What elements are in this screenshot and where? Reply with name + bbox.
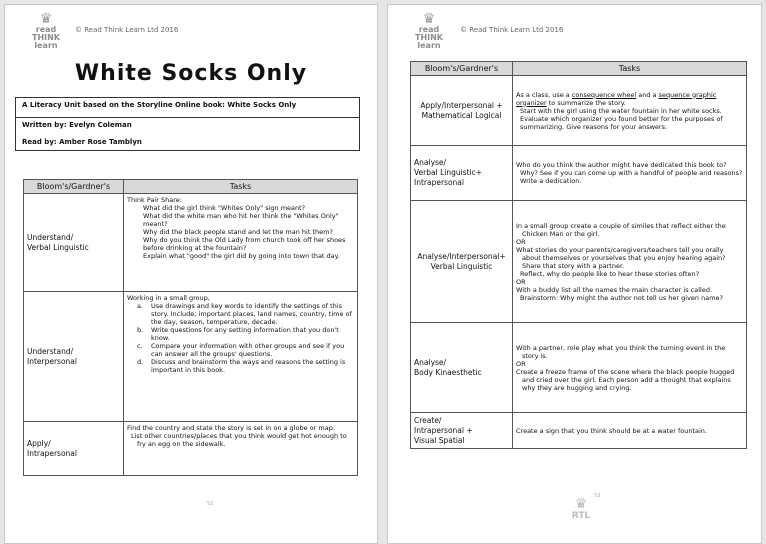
category-line: Analyse/ <box>414 158 447 167</box>
tasks-table <box>410 61 747 449</box>
category-cell <box>24 194 124 292</box>
task-line: Find the country and state the story is set in on a globe or map. <box>127 424 335 432</box>
or-label: OR <box>516 359 526 368</box>
task-line: What stories do your parents/caregivers/teachers tell you orally about themselves or yourselves that you enjoy hearing again? Share that story with a partner. <box>516 245 726 270</box>
category-cell <box>411 413 513 449</box>
task-line: Why did the black people stand and let the man hit them? <box>143 228 333 236</box>
list-marker: d. <box>137 358 144 366</box>
table-row <box>24 422 358 476</box>
task-line: Write a dedication. <box>520 177 582 185</box>
task-line: With a partner, role play what you think the turning event in the story is. <box>516 343 726 360</box>
list-text: Write questions for any setting information that you don't know. <box>151 326 339 342</box>
category-line: Intrapersonal <box>414 178 464 187</box>
task-line: Why do you think the Old Lady from church took off her shoes before drinking at the fountain? <box>143 236 346 252</box>
logo-text: read THINK learn <box>31 25 61 50</box>
task-text: As a class, use a <box>516 90 572 99</box>
table-row <box>411 323 747 413</box>
category-line: Intrapersonal + <box>414 425 473 435</box>
table-row <box>411 201 747 323</box>
category-line: Intrapersonal <box>27 448 77 458</box>
or-label: OR <box>516 237 526 246</box>
table-row <box>24 292 358 422</box>
copyright-text: © Read Think Learn Ltd 2016 <box>75 26 179 34</box>
task-cell <box>124 194 358 292</box>
list-text: Compare your information with other groups and see if you can answer all the groups' questions. <box>151 342 345 358</box>
read-think-learn-logo <box>414 12 444 58</box>
task-text: and a <box>636 90 659 99</box>
table-row <box>411 413 747 449</box>
task-line: What did the girl think "Whites Only" sign meant? <box>143 204 306 212</box>
task-line: Start with the girl using the water fountain in her white socks. <box>520 106 722 115</box>
category-line: Verbal Linguistic <box>27 242 89 252</box>
category-line: Understand/ <box>27 346 74 356</box>
task-line <box>516 91 743 107</box>
task-cell <box>513 146 747 201</box>
category-line: Visual Spatial <box>414 435 465 445</box>
header-tasks: Tasks <box>124 180 358 194</box>
category-cell <box>24 292 124 422</box>
list-item <box>127 342 354 358</box>
task-line: Explain what "good" the girl did by going into town that day. <box>143 252 340 260</box>
task-cell <box>513 413 747 449</box>
consequence-wheel-link[interactable]: consequence wheel <box>571 90 637 99</box>
task-intro: Think Pair Share: <box>127 196 182 204</box>
task-line: Create a freeze frame of the scene where the black people hugged and cried over the girl. Each person add a thought that explains why they are hugging and crying. <box>516 367 735 392</box>
reader-line: Read by: Amber Rose Tamblyn <box>22 138 142 146</box>
logo-text: read THINK learn <box>414 25 444 50</box>
task-line: Evaluate which organizer you found better for the purposes of summarizing. Give reasons for your answers. <box>520 114 723 131</box>
category-line: Body Kinaesthetic <box>414 367 482 377</box>
category-cell: Apply/Interpersonal + Mathematical Logical <box>411 76 513 146</box>
task-line: In a small group create a couple of similes that reflect either the Chicken Man or the girl. <box>516 221 726 238</box>
task-cell <box>513 201 747 323</box>
category-line: Understand/ <box>27 232 74 242</box>
document-page-1 <box>4 4 378 544</box>
footer-logo-text: RTL <box>571 511 591 521</box>
list-text: Discuss and brainstorm the ways and reasons the setting is important in this book. <box>151 358 346 374</box>
task-line: Reflect, why do people like to hear these stories often? <box>520 269 700 278</box>
list-marker: c. <box>137 342 143 350</box>
page-title: White Socks Only <box>74 61 308 86</box>
read-think-learn-logo <box>31 12 61 58</box>
crown-icon: ♛ <box>422 11 436 27</box>
task-line: Who do you think the author might have dedicated this book to? <box>516 161 727 169</box>
task-line: Create a sign that you think should be at a water fountain. <box>516 426 707 435</box>
task-line: Why? See if you can come up with a handful of people and reasons? <box>520 169 743 177</box>
page-number: 53 <box>594 493 601 499</box>
category-cell <box>24 422 124 476</box>
task-intro: Working in a small group, <box>127 294 210 302</box>
task-text: to summarize the story. <box>546 98 626 107</box>
task-cell <box>513 323 747 413</box>
header-tasks: Tasks <box>513 62 747 76</box>
crown-icon: ♛ <box>574 496 588 512</box>
list-marker: b. <box>137 326 144 334</box>
task-line: What did the white man who hit her think the "Whites Only" meant? <box>143 212 339 228</box>
document-page-2 <box>387 4 762 544</box>
or-label: OR <box>516 277 526 286</box>
task-line: With a buddy list all the names the main character is called. <box>516 285 713 294</box>
category-line: Apply/ <box>27 438 51 448</box>
tasks-table <box>23 179 358 476</box>
list-text: Use drawings and key words to identify the settings of this story. Include; important places, land names, country, time of the day, season, temperature, decade. <box>151 302 352 326</box>
category-line: Verbal Linguistic+ <box>414 168 483 177</box>
copyright-text: © Read Think Learn Ltd 2016 <box>460 26 564 34</box>
table-row <box>411 146 747 201</box>
book-info-box <box>15 97 360 151</box>
task-line: List other countries/places that you think would get hot enough to fry an egg on the sidewalk. <box>131 432 347 448</box>
task-line: Brainstorm: Why might the author not tell us her given name? <box>520 293 723 302</box>
table-row <box>24 194 358 292</box>
header-blooms: Bloom's/Gardner's <box>24 180 124 194</box>
list-marker: a. <box>137 302 144 310</box>
header-blooms: Bloom's/Gardner's <box>411 62 513 76</box>
list-item <box>127 358 354 374</box>
crown-icon: ♛ <box>39 11 53 27</box>
category-cell <box>411 146 513 201</box>
sequence-organizer-link[interactable]: sequence graphic organizer <box>516 90 717 107</box>
unit-description: A Literacy Unit based on the Storyline Online book: White Socks Only <box>16 98 359 118</box>
list-item <box>127 326 354 342</box>
category-cell: Analyse/Interpersonal+ Verbal Linguistic <box>411 201 513 323</box>
category-line: Analyse/ <box>414 357 447 367</box>
task-cell <box>513 76 747 146</box>
category-line: Interpersonal <box>27 356 77 366</box>
list-item <box>127 302 354 326</box>
category-cell <box>411 323 513 413</box>
task-cell <box>124 292 358 422</box>
task-cell <box>124 422 358 476</box>
page-number: 52 <box>207 501 214 507</box>
author-line: Written by: Evelyn Coleman <box>22 121 132 129</box>
rtl-footer-logo <box>566 497 596 521</box>
category-line: Create/ <box>414 415 442 425</box>
table-row <box>411 76 747 146</box>
